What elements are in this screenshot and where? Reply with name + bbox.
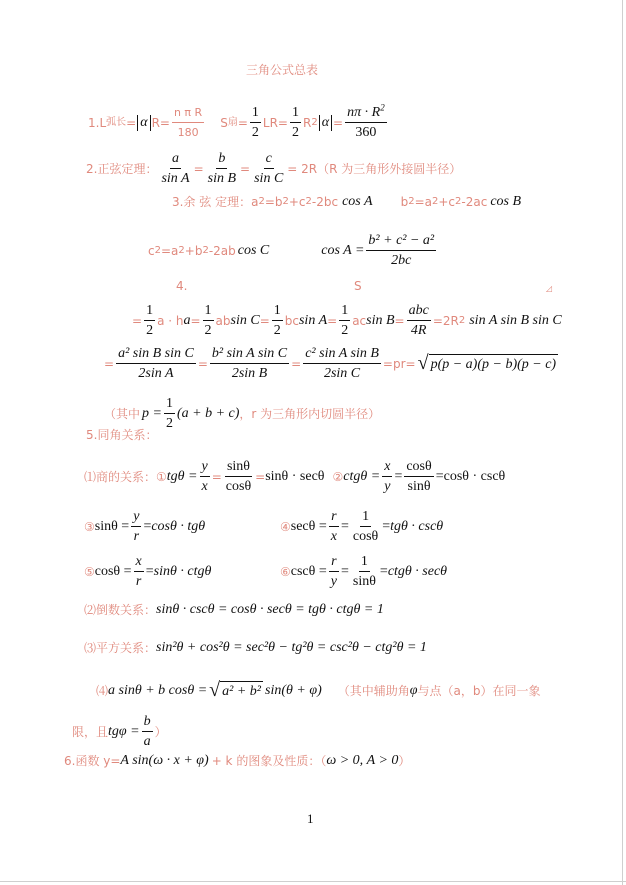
half-num: 1 [272, 302, 283, 321]
circled-4: ④ [280, 519, 291, 534]
section-2-label: 2.正弦定理： [86, 161, 158, 176]
r-over-x [329, 508, 339, 545]
arc-frac [172, 104, 204, 141]
den-sinB: sin B [207, 171, 237, 186]
f2-num: b² sin A sin C [210, 345, 289, 364]
sector-frac-num: nπ · R [347, 105, 381, 120]
relation-6: ⑥ cscθ = $\frac{r}{y}$ = $\frac{1}{\sin\theta}$ = ctgθ · secθ [280, 554, 448, 589]
half-den: 2 [291, 125, 299, 140]
sinB: sin B [366, 312, 395, 328]
sector-frac [345, 104, 387, 141]
two-r: 2R [442, 313, 459, 328]
one: 1 [360, 508, 371, 527]
half-num: 1 [144, 302, 155, 321]
cos-over-sin [404, 458, 433, 495]
quotient-relations: ⑴商的关系： ① tgθ = $\frac{y}{x}$ = $\frac{\sin\theta}{\cos\theta}$ = sinθ · secθ ② ctgθ = $\frac{x}{y}$ = $\frac{\cos\theta}{\sin\theta}$ = cosθ · cscθ [84, 459, 506, 494]
term: c [148, 243, 155, 258]
sector-s: S [220, 115, 228, 130]
cos: cosθ [225, 479, 252, 494]
alpha-abs-2: α [319, 115, 332, 131]
cos-lhs: cosθ = [94, 563, 132, 579]
sinusoid-text: + k 的图象及性质：（ [211, 754, 327, 768]
half-den: 2 [273, 323, 281, 338]
circled-3: ③ [84, 519, 95, 534]
half [203, 302, 214, 339]
close-paren: ） [398, 754, 411, 768]
aux-lhs: a sinθ + b cosθ = [108, 682, 208, 698]
x-over-r [134, 553, 144, 590]
term: =b [264, 195, 283, 209]
sine-law: 2.正弦定理： $\frac{a}{\text{sin A}}$ = $\frac{b}{\text{sin B}}$ = $\frac{c}{\text{sin C}}$ = 2R（R 为三角形外接圆半径） [86, 151, 462, 186]
r: r [135, 574, 142, 589]
alpha-abs: α [137, 115, 150, 131]
area-s-letter: S [354, 279, 362, 293]
bc: bc [284, 313, 299, 328]
equals: = [126, 115, 137, 130]
equals: = [333, 115, 344, 130]
aux-note-2: 与点（a，b）在同一象 [417, 683, 541, 698]
circled-1: ① [156, 469, 167, 484]
num-a: a [170, 150, 181, 169]
cos: cosθ [352, 529, 379, 544]
section-5-label: 5.同角关系： [86, 428, 158, 442]
r: r [329, 553, 338, 572]
c-over-sinC [252, 150, 285, 187]
sup-2: 2 [380, 102, 385, 113]
f1-num: a² sin B sin C [116, 345, 196, 364]
half [144, 302, 155, 339]
term: +c [288, 195, 306, 209]
reciprocal-label: ⑵倒数关系： [84, 603, 157, 617]
tg-rhs: sinθ · secθ [265, 468, 325, 484]
fourR: 4R [410, 323, 427, 338]
sin: sinθ [352, 574, 376, 589]
cos-c: cos C [237, 242, 270, 258]
term: -2ab [208, 243, 236, 258]
sin: sinθ [225, 458, 252, 477]
ac: ac [352, 313, 367, 328]
page-number: 1 [307, 811, 314, 826]
y: y [330, 574, 337, 589]
f3-den: 2sin C [323, 366, 361, 381]
area-frac-2 [210, 345, 289, 382]
abc-sum: (a + b + c) [176, 405, 240, 421]
auxiliary-angle [96, 679, 540, 702]
term: =a [414, 195, 432, 209]
cosA-den: 2bc [391, 253, 412, 268]
quotient-label: ⑴商的关系： [84, 469, 157, 484]
half-den: 2 [146, 323, 154, 338]
arc-sector-formula: 1.L 弧长 = α R= $\frac{\text{n π R}}{180}$ S 扇 = $\frac{1}{2}$ LR= $\frac{1}{2}$ R 2 α = $\frac{n\pi \cdot R^2}{360}$ [88, 102, 385, 140]
den-sinC: sin C [254, 171, 284, 186]
r: r [133, 529, 140, 544]
term: -2ac [461, 195, 488, 209]
sinA: sin A [298, 312, 328, 328]
y: y [384, 479, 391, 494]
square-eq: sin²θ + cos²θ = sec²θ − tg²θ = csc²θ − ctg²θ = 1 [156, 640, 427, 655]
half [339, 302, 350, 339]
section-5-heading [86, 425, 157, 445]
half-den: 2 [341, 323, 349, 338]
csc-lhs: cscθ = [290, 563, 327, 579]
sinusoid: A sin(ω · x + φ) [120, 753, 209, 768]
cosine-law-line-1: 3.余 弦 定理： a 2 =b 2 +c 2 -2bc cos A b 2 =a 2 +c 2 -2ac cos B [172, 192, 521, 212]
section-4-label: 4. [176, 279, 188, 293]
relation-5: ⑤ cosθ = $\frac{x}{r}$ = sinθ · ctgθ [84, 554, 212, 589]
square-relations [84, 638, 427, 658]
abc: abc [407, 302, 431, 321]
half [272, 302, 283, 339]
heron-sqrt: √ p(p − a)(p − b)(p − c) [417, 352, 557, 374]
r: r [329, 508, 338, 527]
num-c: c [264, 150, 274, 169]
half-num: 1 [290, 104, 301, 123]
x: x [330, 529, 337, 544]
y: y [200, 458, 210, 477]
aux-sqrt: √ a² + b² [209, 679, 261, 701]
cosine-law-line-2: c 2 =a 2 +b 2 -2ab cos C cos A = $\frac{\text{b² + c² − a²}}{2bc}$ [148, 233, 435, 268]
half-den: 2 [165, 416, 173, 431]
reciprocal-relations [84, 600, 384, 620]
x: x [201, 479, 208, 494]
y-over-x [200, 458, 210, 495]
cosA-frac [366, 232, 436, 269]
area-label [176, 276, 187, 296]
cos-a: cos A [342, 194, 373, 209]
tg-phi: tgφ = [108, 723, 140, 739]
phi: φ [409, 682, 418, 698]
heron-radicand: p(p − a)(p − b)(p − c) [429, 354, 559, 375]
term: +b [184, 243, 203, 258]
b-over-a [142, 713, 153, 750]
ab: ab [215, 313, 231, 328]
lr-equals: LR= [262, 115, 288, 130]
arc-subscript: 弧长 [106, 116, 127, 128]
page-edge-bottom [0, 881, 626, 882]
square-label: ⑶平方关系： [84, 641, 157, 655]
term: =a [160, 243, 179, 258]
f2-den: 2sin B [231, 366, 268, 381]
term: a [251, 195, 259, 209]
circled-6: ⑥ [280, 564, 291, 579]
half-den: 2 [204, 323, 212, 338]
csc-rhs: ctgθ · secθ [387, 563, 448, 579]
reciprocal-eq: sinθ · cscθ = cosθ · secθ = tgθ · ctgθ = 1 [156, 602, 384, 617]
f1-den: 2sin A [138, 366, 174, 381]
abc-over-4R [407, 302, 431, 339]
sinC: sin C [230, 312, 260, 328]
sin: sinθ [407, 479, 431, 494]
arc-frac-num: n π R [172, 104, 204, 123]
circled-5: ⑤ [84, 564, 95, 579]
sin-rhs: cosθ · tgθ [151, 518, 206, 534]
b: b [142, 713, 153, 732]
aux-rhs: sin(θ + φ) [265, 682, 322, 698]
cos-a-lhs: cos A = [321, 242, 365, 258]
one-over-cos [351, 508, 380, 545]
r-squared: R [302, 115, 312, 130]
area-formula-1: = $\frac{1}{2}$ a · h a = $\frac{1}{2}$ ab sin C = $\frac{1}{2}$ bc sin A = $\frac{1}{2}$ ac sin B = abc 4R = 2R 2 sin A sin B sin C [132, 303, 562, 338]
one: 1 [359, 553, 370, 572]
p-eq: p = [142, 405, 162, 421]
term: b [400, 195, 409, 209]
section-1-label: 1.L [88, 115, 107, 130]
section-3-label: 3.余 弦 定理： [172, 195, 252, 209]
aux-radicand: a² + b² [220, 681, 263, 702]
cos-b: cos B [490, 194, 522, 209]
b-over-sinB [206, 150, 238, 187]
ctg-lhs: ctgθ = [343, 468, 381, 484]
a-over-sinA [159, 150, 191, 187]
section-6-label: 6.函数 y= [64, 754, 121, 768]
num-b: b [216, 150, 227, 169]
relation-3: ③ sinθ = $\frac{y}{r}$ = cosθ · tgθ [84, 509, 206, 544]
cos: cosθ [404, 458, 433, 477]
sec-rhs: tgθ · cscθ [390, 518, 444, 534]
aux-cont: 限，且 [72, 724, 109, 739]
page-title: 三角公式总表 [246, 63, 319, 77]
circled-2: ② [332, 469, 344, 484]
sin-lhs: sinθ = [94, 518, 130, 534]
sines-product: sin A sin B sin C [469, 312, 562, 328]
half-frac-2 [290, 104, 301, 141]
sinusoid-heading [64, 751, 410, 771]
x: x [382, 458, 392, 477]
aux-label: ⑷ [96, 683, 109, 698]
ctg-rhs: cosθ · cscθ [443, 468, 506, 484]
a-ha: a · h [157, 313, 184, 328]
y: y [131, 508, 141, 527]
half-num: 1 [203, 302, 214, 321]
area-frac-3 [303, 345, 381, 382]
area-frac-1 [116, 345, 196, 382]
relation-4: ④ secθ = $\frac{r}{x}$ = $\frac{1}{\cos\theta}$ = tgθ · cscθ [280, 509, 444, 544]
f3-num: c² sin A sin B [303, 345, 381, 364]
r-over-y [329, 553, 339, 590]
y-over-r [131, 508, 141, 545]
auxiliary-angle-cont [72, 713, 167, 750]
half-den: 2 [251, 125, 259, 140]
sector-frac-den: 360 [355, 125, 377, 140]
r-equals: R= [151, 115, 170, 130]
close-paren: ） [154, 724, 167, 739]
page-edge-right [622, 0, 623, 885]
note-close: ，r 为三角形内切圆半径） [239, 406, 381, 421]
cosA-num: b² + c² − a² [366, 232, 436, 251]
sine-law-note: = 2R（R 为三角形外接圆半径） [287, 161, 462, 176]
half [164, 395, 175, 432]
sector-subscript: 扇 [227, 116, 238, 128]
sec-lhs: secθ = [290, 518, 327, 534]
half-num: 1 [339, 302, 350, 321]
condition: ω > 0, A > 0 [326, 753, 399, 768]
half-frac [250, 104, 261, 141]
term: +c [438, 195, 456, 209]
arc-frac-den: 180 [177, 126, 199, 139]
cos-rhs: sinθ · ctgθ [153, 563, 212, 579]
sin-over-cos [224, 458, 253, 495]
den-sinA: sin A [161, 171, 190, 186]
term: -2bc [311, 195, 339, 209]
aux-note-1: （其中辅助角 [337, 683, 410, 698]
pr: =pr= [382, 356, 416, 371]
area-formula-2: = $\frac{\text{a² sin B sin C}}{\text{2sin A}}$ = $\frac{\text{b² sin A sin C}}{\text{2sin B}}$ = $\frac{\text{c² sin A sin B}}{\text{2sin C}}$ =pr= √ p(p − a)(p − b)(p − c) [104, 346, 557, 381]
note-open: （其中 [104, 406, 141, 421]
triangle-mark-icon: ◿ [546, 284, 553, 293]
a: a [143, 734, 151, 749]
x: x [134, 553, 144, 572]
half-num: 1 [164, 395, 175, 414]
one-over-sin [351, 553, 378, 590]
equals: = [237, 115, 248, 130]
area-s [354, 276, 362, 296]
tg-lhs: tgθ = [166, 468, 198, 484]
half-num: 1 [250, 104, 261, 123]
x-over-y [382, 458, 392, 495]
